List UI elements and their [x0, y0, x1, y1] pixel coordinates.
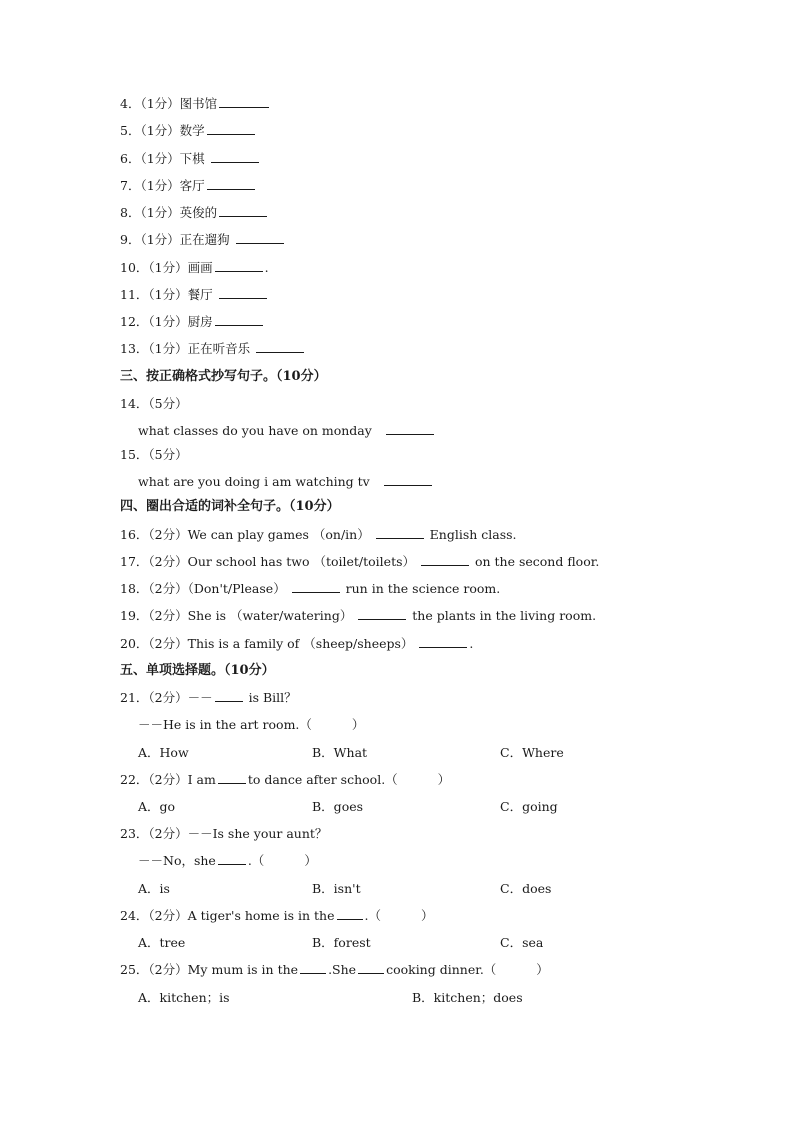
answer-blank[interactable] [384, 471, 432, 486]
question-text: 20．（2分）This is a family of （sheep/sheeps） [120, 636, 418, 651]
item-number: 10．（1分） [120, 260, 188, 275]
answer-blank[interactable] [376, 524, 424, 539]
vocab-item-8 [120, 202, 269, 224]
question-18 [120, 578, 500, 600]
item-number: 12．（1分） [120, 314, 188, 329]
item-number: 11．（1分） [120, 287, 188, 302]
question-text-end: . [469, 636, 474, 651]
question-24 [120, 905, 434, 927]
question-25 [120, 959, 549, 981]
section-5-heading: 五、单项选择题。（10分） [120, 663, 275, 678]
question-text: 16．（2分）We can play games （on/in） [120, 527, 374, 542]
item-number: 9．（1分） [120, 232, 180, 247]
item-end-mark: . [264, 260, 269, 275]
question-text-end: on the second floor. [471, 554, 600, 569]
answer-blank[interactable] [215, 257, 263, 272]
question-16 [120, 524, 517, 546]
option-a[interactable]: A．kitchen；is [138, 990, 230, 1005]
item-text: 画画 [187, 260, 213, 275]
answer-blank[interactable] [337, 905, 363, 920]
question-text: 21．（2分）－－ [120, 690, 213, 705]
question-text: －－He is in the art room.（ [138, 717, 312, 732]
vocab-item-13 [120, 338, 306, 360]
option-b[interactable]: B．What [312, 745, 368, 760]
paren-close: ） [351, 717, 365, 732]
item-number: 8．（1分） [120, 205, 180, 220]
section-4-heading: 四、圈出合适的词补全句子。（10分） [120, 499, 340, 514]
answer-blank[interactable] [358, 605, 406, 620]
answer-blank[interactable] [211, 148, 259, 163]
paren-close: ） [421, 908, 434, 923]
item-text: 客厅 [179, 178, 205, 193]
option-c[interactable]: C．Where [500, 745, 564, 760]
vocab-item-6 [120, 148, 261, 170]
answer-blank[interactable] [215, 311, 263, 326]
question-text-end: English class. [425, 527, 517, 542]
question-20 [120, 633, 473, 655]
question-text-end: the plants in the living room. [408, 608, 597, 623]
item-number: 13．（1分） [120, 341, 188, 356]
vocab-item-5 [120, 120, 257, 142]
answer-blank[interactable] [219, 93, 269, 108]
question-22 [120, 769, 450, 791]
question-15 [138, 471, 434, 493]
answer-blank[interactable] [219, 284, 267, 299]
item-text: 数学 [179, 123, 205, 138]
answer-blank[interactable] [218, 769, 246, 784]
question-text: 19．（2分）She is （water/watering） [120, 608, 357, 623]
question-23: 23．（2分）－－Is she your aunt？ [120, 826, 328, 841]
option-c[interactable]: C．does [500, 881, 552, 896]
item-number: 4．（1分） [120, 96, 180, 111]
item-text: 图书馆 [179, 96, 218, 111]
question-21-line2 [138, 714, 364, 736]
item-text: 正在遛狗 [179, 232, 234, 247]
question-text-end: cooking dinner.（ [386, 962, 497, 977]
section-3-heading: 三、按正确格式抄写句子。（10分） [120, 369, 327, 384]
paren-close: ） [304, 853, 317, 868]
answer-blank[interactable] [386, 420, 434, 435]
answer-blank[interactable] [207, 120, 255, 135]
vocab-item-10 [120, 257, 269, 279]
answer-blank[interactable] [215, 687, 243, 702]
question-21 [120, 687, 297, 709]
question-text: 17．（2分）Our school has two （toilet/toilets） [120, 554, 419, 569]
vocab-item-12 [120, 311, 265, 333]
item-number: 7．（1分） [120, 178, 180, 193]
option-b[interactable]: B．forest [312, 935, 371, 950]
item-text: 餐厅 [187, 287, 217, 302]
answer-blank[interactable] [236, 229, 284, 244]
vocab-item-11 [120, 284, 269, 306]
answer-blank[interactable] [292, 578, 340, 593]
question-text-end: is Bill？ [244, 690, 297, 705]
answer-blank[interactable] [300, 959, 326, 974]
question-text-end: .（ [364, 908, 381, 923]
question-text: 22．（2分）I am [120, 772, 216, 787]
item-text: 英俊的 [179, 205, 218, 220]
question-14-number: 14．（5分） [120, 396, 188, 411]
option-b[interactable]: B．goes [312, 799, 364, 814]
question-text-mid: .She [328, 962, 357, 977]
item-number: 5．（1分） [120, 123, 180, 138]
vocab-item-9 [120, 229, 286, 251]
question-text: －－No，she [138, 853, 216, 868]
option-b[interactable]: B．isn't [312, 881, 361, 896]
question-17 [120, 551, 599, 573]
answer-blank[interactable] [419, 633, 467, 648]
question-text-end: .（ [247, 853, 265, 868]
answer-blank[interactable] [421, 551, 469, 566]
item-text: 下棋 [179, 151, 209, 166]
question-text-end: run in the science room. [341, 581, 501, 596]
question-text: what are you doing i am watching tv [138, 474, 382, 489]
paren-close: ） [536, 962, 549, 977]
item-number: 6．（1分） [120, 151, 180, 166]
option-a[interactable]: A．How [138, 745, 189, 760]
answer-blank[interactable] [358, 959, 384, 974]
option-a[interactable]: A．tree [138, 935, 186, 950]
question-text: what classes do you have on monday [138, 423, 384, 438]
question-text: 25．（2分）My mum is in the [120, 962, 299, 977]
option-c[interactable]: C．sea [500, 935, 544, 950]
option-a[interactable]: A．is [138, 881, 170, 896]
option-c[interactable]: C．going [500, 799, 558, 814]
question-19 [120, 605, 596, 627]
question-text: 24．（2分）A tiger's home is in the [120, 908, 335, 923]
answer-blank[interactable] [207, 175, 255, 190]
paren-close: ） [437, 772, 451, 787]
answer-blank[interactable] [218, 850, 246, 865]
question-15-number: 15．（5分） [120, 447, 188, 462]
option-a[interactable]: A．go [138, 799, 176, 814]
question-14 [138, 420, 436, 442]
option-b[interactable]: B．kitchen；does [412, 990, 523, 1005]
question-text-end: to dance after school.（ [247, 772, 398, 787]
question-text: 18．（2分）（Don't/Please） [120, 581, 290, 596]
vocab-item-4 [120, 93, 271, 115]
answer-blank[interactable] [256, 338, 304, 353]
question-23-line2 [138, 850, 317, 872]
answer-blank[interactable] [219, 202, 267, 217]
vocab-item-7 [120, 175, 257, 197]
item-text: 正在听音乐 [187, 341, 255, 356]
item-text: 厨房 [187, 314, 213, 329]
